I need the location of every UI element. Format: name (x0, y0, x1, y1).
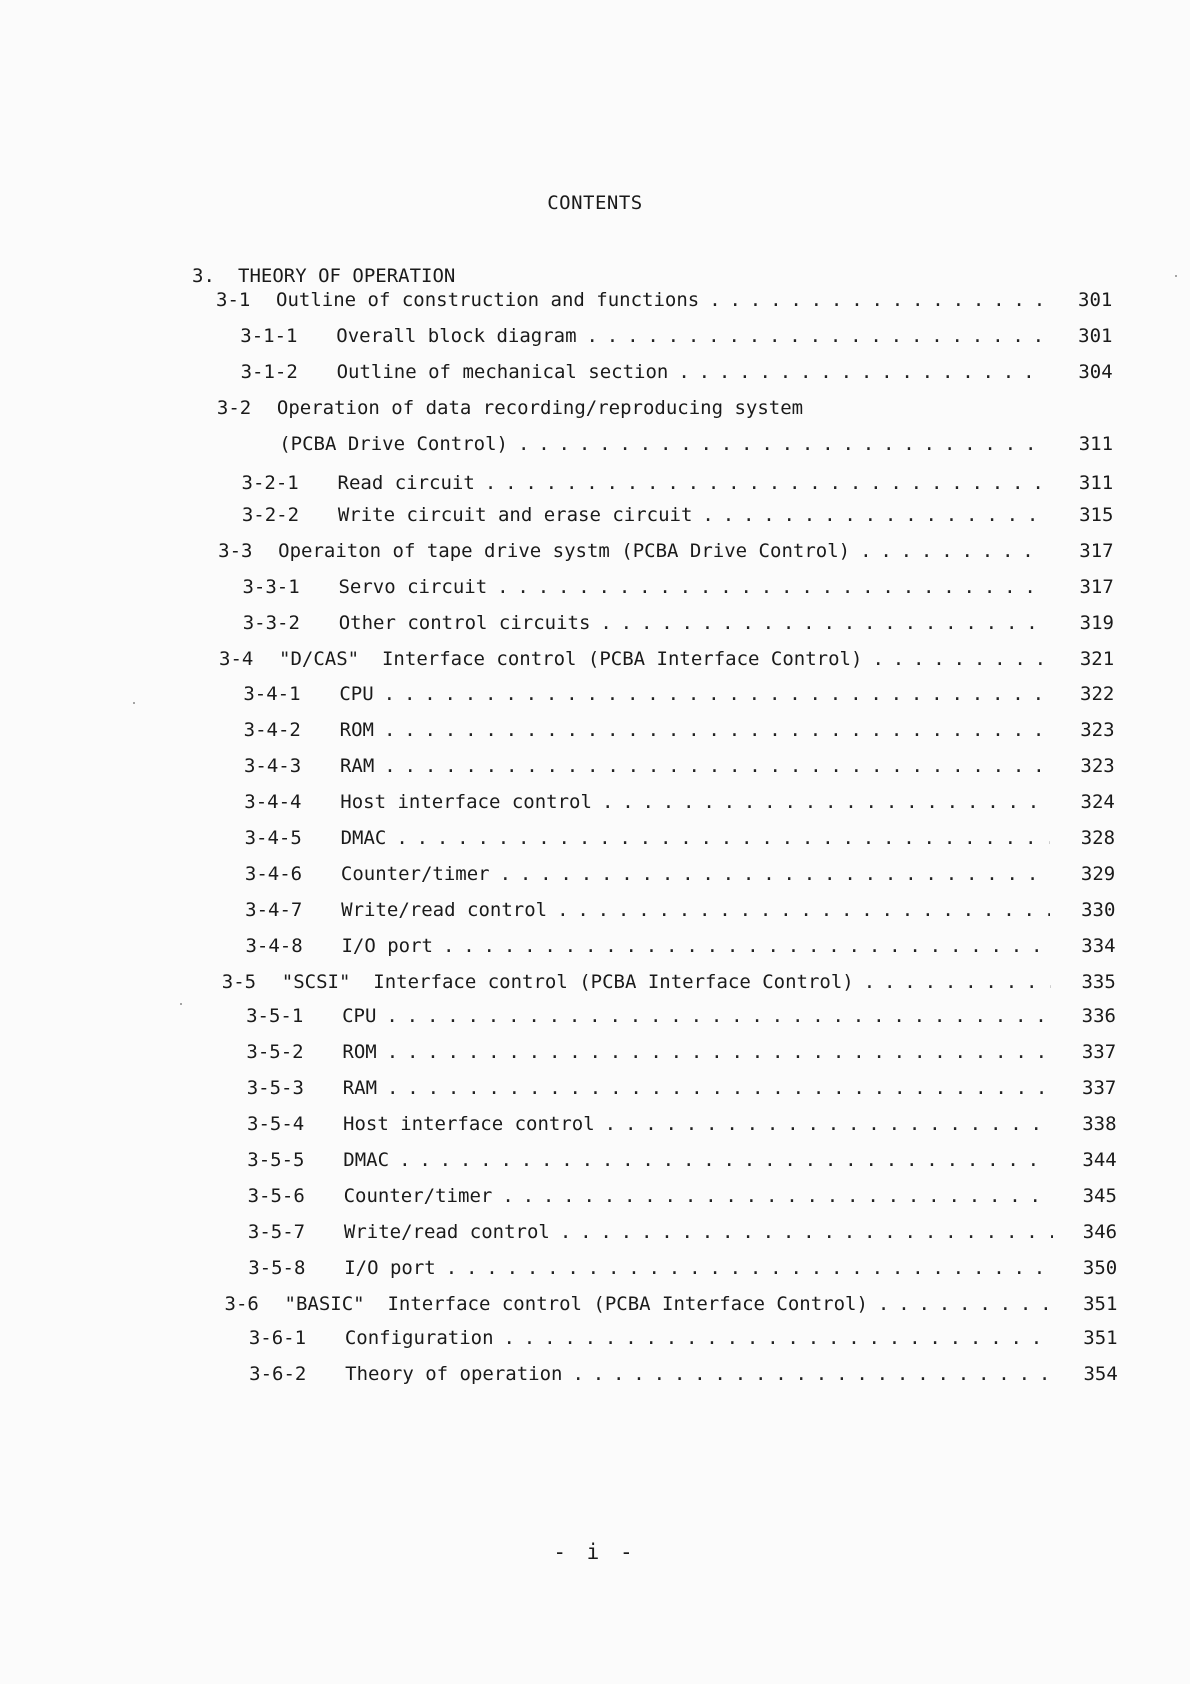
toc-entry-page: 335 (1081, 971, 1116, 993)
toc-entry-page: 322 (1080, 683, 1115, 705)
toc-entry-page: 354 (1083, 1363, 1118, 1385)
dot-leader (504, 1325, 1054, 1351)
toc-entry-title: "D/CAS" Interface control (PCBA Interface Control) (279, 648, 863, 670)
toc-entry-title: I/O port (341, 935, 433, 957)
toc-entry-page: 321 (1079, 648, 1115, 670)
toc-entry-title: Counter/timer (340, 863, 490, 885)
toc-entry-number: 3-5-7 (247, 1221, 306, 1243)
toc-entry-page: 301 (1078, 289, 1113, 311)
toc-entry-number: 3-5-5 (247, 1149, 305, 1171)
toc-entry-page: 323 (1080, 755, 1115, 777)
dot-leader (446, 1255, 1053, 1281)
toc-entry-title: DMAC (340, 827, 387, 849)
dot-leader (860, 538, 1047, 564)
toc-entry-page: 315 (1079, 504, 1114, 526)
toc-entry-title: RAM (342, 1077, 378, 1099)
toc-entry-title: Read circuit (337, 472, 475, 494)
dot-leader (557, 897, 1050, 923)
toc-entry[interactable] (246, 1003, 1051, 1029)
toc-entry-number: 3-4 (219, 648, 254, 670)
toc-entry-number: 3-6 (224, 1293, 259, 1315)
toc-entry[interactable] (247, 1075, 1052, 1101)
toc-entry-page: 317 (1079, 576, 1114, 598)
toc-entry-title: ROM (339, 719, 374, 741)
toc-entry-number: 3-2 (216, 397, 252, 419)
dot-leader (560, 1219, 1053, 1245)
toc-entry-number: 3-3-2 (242, 612, 300, 634)
toc-entry-number: 3-5-4 (247, 1113, 305, 1135)
toc-entry[interactable] (242, 502, 1047, 528)
dot-leader (709, 287, 1045, 313)
toc-entry-title: Outline of mechanical section (336, 361, 669, 383)
toc-entry-number: 3-1-1 (240, 325, 298, 347)
toc-entry-title: Operaiton of tape drive systm (PCBA Drive Control) (278, 540, 851, 562)
toc-entry-number: 3-6-1 (248, 1327, 307, 1349)
toc-entry-number: 3-4-4 (244, 791, 302, 813)
toc-entry-page: 330 (1081, 899, 1116, 921)
toc-entry[interactable] (216, 287, 1045, 313)
toc-entry-number: 3-5-2 (246, 1041, 304, 1063)
toc-entry-number: 3-2-2 (241, 504, 300, 526)
toc-entry-page: 323 (1080, 719, 1115, 741)
toc-entry[interactable] (246, 1039, 1051, 1065)
toc-entry[interactable] (248, 1255, 1053, 1281)
dot-leader (872, 646, 1048, 672)
toc-entry[interactable] (218, 538, 1047, 564)
chapter-title: THEORY OF OPERATION (238, 265, 456, 287)
dot-leader (387, 1075, 1052, 1101)
toc-entry-title: Outline of construction and functions (276, 289, 700, 311)
toc-entry-page: 334 (1081, 935, 1116, 957)
toc-entry-title: "BASIC" Interface control (PCBA Interface Control) (284, 1293, 868, 1315)
dot-leader (518, 431, 1046, 457)
toc-entry-title: RAM (339, 755, 375, 777)
scan-speck (1175, 275, 1177, 277)
toc-entry-number: 3-1 (216, 289, 251, 311)
dot-leader (602, 789, 1049, 815)
toc-entry-page: 337 (1081, 1041, 1117, 1063)
toc-entry-number: 3-4-7 (245, 899, 303, 921)
dot-leader (386, 1003, 1051, 1029)
scan-speck (133, 702, 135, 704)
toc-entry-title: DMAC (343, 1149, 390, 1171)
toc-entry-title: CPU (339, 683, 374, 705)
toc-entry-number: 3-4-3 (243, 755, 302, 777)
toc-entry-number: 3-4-5 (244, 827, 302, 849)
toc-entry[interactable] (244, 717, 1049, 743)
toc-entry[interactable] (241, 359, 1046, 385)
dot-leader (497, 574, 1047, 600)
toc-entry-number: 3-4-1 (243, 683, 301, 705)
toc-entry-title: Counter/timer (343, 1185, 493, 1207)
toc-entry-title: Write circuit and erase circuit (337, 504, 693, 526)
toc-entry[interactable] (244, 753, 1049, 779)
toc-entry-number: 3-3-1 (242, 576, 300, 598)
toc-entry[interactable] (217, 395, 1046, 421)
toc-entry[interactable] (242, 470, 1047, 496)
toc-entry-page: 324 (1080, 791, 1115, 813)
toc-entry-page: 319 (1079, 612, 1114, 634)
toc-entry-number: 3-4-6 (244, 863, 303, 885)
toc-entry-page: 350 (1082, 1257, 1118, 1279)
dot-leader (384, 681, 1049, 707)
toc-entry[interactable] (244, 789, 1049, 815)
dot-leader (878, 1291, 1054, 1317)
dot-leader (587, 323, 1046, 349)
dot-leader (864, 969, 1051, 995)
toc-entry-title: I/O port (344, 1257, 436, 1279)
toc-entry-number: 3-5-8 (248, 1257, 306, 1279)
toc-entry-number: 3-6-2 (249, 1363, 307, 1385)
toc-entry-title: Host interface control (340, 791, 592, 813)
toc-entry[interactable] (245, 825, 1050, 851)
toc-entry-title: Other control circuits (338, 612, 591, 634)
toc-entry-title: ROM (342, 1041, 377, 1063)
page-footer: - i - (553, 1540, 637, 1564)
dot-leader (384, 753, 1049, 779)
toc-entry-page: 345 (1082, 1185, 1117, 1207)
toc-entry[interactable] (219, 646, 1048, 672)
toc-entry[interactable] (249, 1361, 1054, 1387)
toc-entry-number: 3-4-2 (243, 719, 301, 741)
dot-leader (702, 502, 1046, 528)
toc-entry[interactable] (247, 1147, 1052, 1173)
toc-entry-number: 3-2-1 (241, 472, 299, 494)
chapter-heading (192, 265, 455, 287)
toc-entry-page: 344 (1082, 1149, 1117, 1171)
toc-entry-title: Write/read control (343, 1221, 550, 1243)
toc-entry[interactable] (243, 681, 1048, 707)
dot-leader (443, 933, 1050, 959)
toc-entry-number: 3-5-6 (247, 1185, 305, 1207)
toc-entry[interactable] (225, 1291, 1054, 1317)
toc-entry-page: 337 (1082, 1077, 1117, 1099)
toc-entry[interactable] (245, 897, 1050, 923)
toc-entry-number: 3-4-8 (245, 935, 303, 957)
toc-entry-number: 3-3 (218, 540, 253, 562)
toc-entry-page: 311 (1078, 472, 1114, 494)
toc-entry-title: CPU (342, 1005, 377, 1027)
toc-entry-page: 317 (1079, 540, 1114, 562)
dot-leader (605, 1111, 1052, 1137)
toc-entry-page: 346 (1082, 1221, 1118, 1243)
toc-entry-title: Servo circuit (338, 576, 488, 598)
toc-entry[interactable] (222, 969, 1051, 995)
toc-entry-title: Operation of data recording/reproducing system (276, 397, 804, 419)
toc-entry-number: 3-5-3 (246, 1077, 304, 1099)
toc-entry-page: 351 (1083, 1293, 1118, 1315)
toc-entry[interactable] (248, 1183, 1053, 1209)
toc-entry[interactable] (240, 323, 1045, 349)
toc-entry[interactable] (243, 610, 1048, 636)
dot-leader (678, 359, 1045, 385)
dot-leader (572, 1361, 1054, 1387)
toc-entry-title: Theory of operation (345, 1363, 563, 1385)
dot-leader (384, 717, 1049, 743)
toc-entry-page: 301 (1078, 325, 1113, 347)
toc-entry[interactable] (249, 1325, 1054, 1351)
dot-leader (485, 470, 1047, 496)
toc-entry-page: 304 (1078, 361, 1113, 383)
toc-entry-title: "SCSI" Interface control (PCBA Interface Control) (281, 971, 854, 993)
toc-entry[interactable] (248, 1219, 1053, 1245)
toc-entry[interactable] (217, 431, 1046, 457)
toc-entry-title: Overall block diagram (336, 325, 577, 347)
toc-entry-page: 311 (1078, 433, 1114, 455)
dot-leader (387, 1039, 1052, 1065)
toc-entry-title: Write/read control (341, 899, 548, 921)
toc-entry-page: 351 (1083, 1327, 1118, 1349)
toc-entry-page: 338 (1082, 1113, 1117, 1135)
toc-entry-page: 336 (1081, 1005, 1116, 1027)
toc-entry[interactable] (242, 574, 1047, 600)
toc-entry-page: 329 (1080, 863, 1116, 885)
dot-leader (502, 1183, 1052, 1209)
toc-entry-number: 3-5-1 (246, 1005, 304, 1027)
page-title: CONTENTS (547, 192, 643, 214)
toc-entry[interactable] (247, 1111, 1052, 1137)
chapter-number: 3. (192, 265, 215, 287)
toc-entry-title: Host interface control (343, 1113, 595, 1135)
dot-leader (399, 1147, 1052, 1173)
dot-leader (600, 610, 1047, 636)
toc-entry[interactable] (245, 933, 1050, 959)
toc-entry-number: 3-5 (221, 971, 257, 993)
toc-entry[interactable] (245, 861, 1050, 887)
scan-speck (180, 1003, 182, 1005)
toc-entry-page: 328 (1080, 827, 1116, 849)
dot-leader (500, 861, 1050, 887)
toc-entry-title: Configuration (344, 1327, 494, 1349)
dot-leader (396, 825, 1049, 851)
toc-entry-number: 3-1-2 (240, 361, 298, 383)
toc-entry-title: (PCBA Drive Control) (279, 433, 508, 455)
